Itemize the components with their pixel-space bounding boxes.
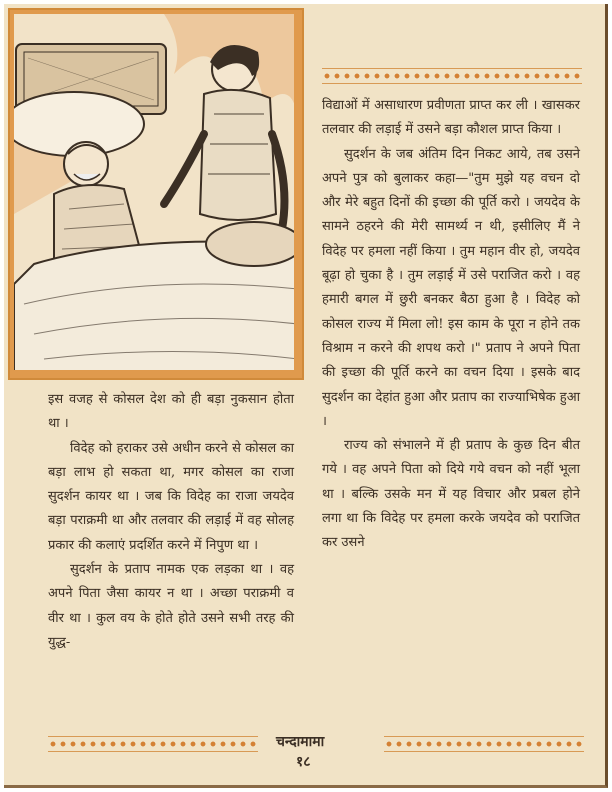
illustration-frame xyxy=(8,8,304,380)
right-paragraph-3: राज्य को संभालने में ही प्रताप के कुछ दिन बीत गये । वह अपने पिता को दिये गये वचन को नहीं भूला था । बल्कि उसके मन में यह विचार और प्रबल होने लगा था कि विदेह पर हमला करके जयदेव को पराजित कर उसने xyxy=(322,438,580,551)
magazine-page xyxy=(4,4,608,788)
bedside-scene-illustration xyxy=(14,14,294,370)
right-paragraph-1: विद्याओं में असाधारण प्रवीणता प्राप्त कर ली । खासकर तलवार की लड़ाई में उसने बड़ा कौशल प्राप्त किया । xyxy=(322,98,580,138)
magazine-title: चन्दामामा xyxy=(276,734,325,750)
bottom-right-ornament-band xyxy=(384,736,584,752)
page-number: १८ xyxy=(296,754,311,770)
left-text-column xyxy=(48,388,294,655)
left-paragraph-1: इस वजह से कोसल देश को ही बड़ा नुकसान होता था । xyxy=(48,392,294,432)
left-paragraph-2: विदेह को हराकर उसे अधीन करने से कोसल का बड़ा लाभ हो सकता था, मगर कोसल का राजा सुदर्शन कायर था । जब कि विदेह का राजा जयदेव बड़ा पराक्रमी था और तलवार की लड़ाई में वह सोलह प्रकार की कलाएं प्रदर्शित करने में निपुण था । xyxy=(48,440,294,553)
bottom-left-ornament-band xyxy=(48,736,258,752)
left-paragraph-3: सुदर्शन के प्रताप नामक एक लड़का था । वह अपने पिता जैसा कायर न था । अच्छा पराक्रमी व वीर था । कुल वय के होते होते उसने सभी तरह की युद्ध- xyxy=(48,562,294,650)
top-right-ornament-band xyxy=(322,68,582,84)
right-paragraph-2: सुदर्शन के जब अंतिम दिन निकट आये, तब उसने अपने पुत्र को बुलाकर कहा—"तुम मुझे यह वचन दो और मेरे बहुत दिनों की इच्छा की पूर्ति करो । जयदेव के सामने ठहरने की मेरी सामर्थ्य न थी, इसीलिए मैं ने विदेह पर हमला नहीं किया । तुम महान वीर हो, जयदेव बूढ़ा हो चुका है । तुम लड़ाई में उसे पराजित करो । वह हमारी बगल में छुरी बनकर बैठा हुआ है । विदेह को कोसल राज्य में मिला लो! इस काम के पूरा न होने तक विश्राम न करने की शपथ करो ।" प्रताप ने अपने पिता की इच्छा की पूर्ति करने का वचन दिया । इसके बाद सुदर्शन का देहांत हुआ और प्रताप का राज्याभिषेक हुआ । xyxy=(322,146,580,429)
right-text-column xyxy=(322,94,580,556)
